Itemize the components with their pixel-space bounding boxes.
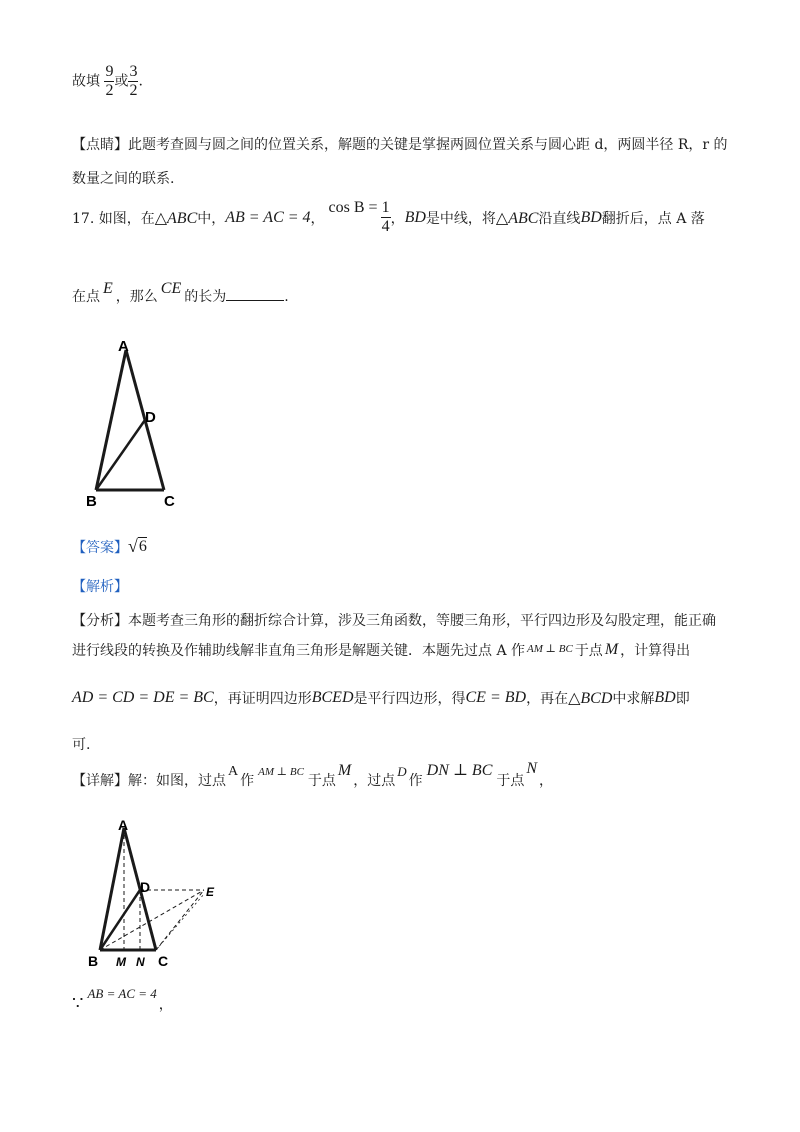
dianjing-line1: 【点睛】此题考查圆与圆之间的位置关系，解题的关键是掌握两圆位置关系与圆心距 d，两圆半径 R，r 的 — [72, 137, 728, 153]
label-a: A — [118, 338, 129, 355]
figure-fold-construction — [82, 814, 232, 974]
fraction-nine-halves: $\frac{9}{2}$ — [105, 63, 114, 99]
because-symbol: ∵ — [72, 993, 84, 1014]
segment-be — [100, 890, 204, 950]
problem-line2: 在点 E ，那么 CE 的长为 . — [72, 280, 289, 305]
prev-answer-line: 故填 $\frac{9}{2}$ 或 $\frac{3}{2}$ . — [72, 63, 143, 99]
label-d: D — [140, 879, 151, 895]
label-c: C — [158, 953, 169, 969]
dianjing-line2: 数量之间的联系. — [72, 171, 175, 187]
xiangjie-tag: 【详解】 — [72, 773, 128, 789]
sqrt-icon: √ — [128, 536, 138, 556]
because-line: ∵ AB = AC = 4 ， — [72, 986, 173, 1014]
fenxi-line1: 【分析】本题考查三角形的翻折综合计算，涉及三角函数，等腰三角形，平行四边形及勾股定理，能正确 — [72, 613, 716, 629]
fenxi-line4: 可. — [72, 737, 91, 753]
fraction-one-quarter: $\frac{1}{4}$ — [381, 199, 390, 235]
answer-value: 6 — [138, 538, 147, 555]
answer-tag: 【答案】 — [72, 539, 128, 556]
segment-cd-e — [156, 894, 204, 950]
label-b: B — [88, 953, 99, 969]
fraction-three-halves: $\frac{3}{2}$ — [129, 63, 138, 99]
xiangjie-line: 【详解】 解：如图，过点 A 作 AM ⊥ BC 于点 M ，过点 D 作 DN ⊥ BC 于点 N ， — [72, 760, 554, 789]
label-m: M — [116, 955, 126, 969]
fenxi-line2: 进行线段的转换及作辅助线解非直角三角形是解题关键．本题先过点 A 作 AM ⊥ BC 于点 M ，计算得出 — [72, 641, 691, 659]
label-d: D — [145, 409, 156, 426]
label-a: A — [118, 817, 129, 833]
jiexi-tag: 【解析】 — [72, 579, 128, 595]
problem-line1: 17. 如图，在 △ABC 中， AB = AC = 4 ， cos B = $\frac{1}{4}$ ， BD 是中线，将 △ABC 沿直线 BD 翻折后，点 A 落 — [72, 198, 705, 235]
answer-blank — [226, 286, 284, 301]
triangle-abc: △ABC — [154, 209, 198, 227]
label-e: E — [206, 885, 215, 899]
equation-ab-ac: AB = AC = 4 — [225, 208, 311, 226]
fenxi-tag: 【分析】 — [72, 613, 128, 629]
label-b: B — [86, 493, 97, 510]
label-c: C — [164, 493, 175, 510]
figure-triangle-abc — [82, 336, 192, 516]
answer-line — [72, 536, 147, 557]
cos-b-label: cos B = — [328, 198, 378, 216]
dianjing-tag: 【点睛】 — [72, 137, 128, 153]
fenxi-line3: AD = CD = DE = BC ，再证明四边形 BCED 是平行四边形，得 CE = BD ，再在 △BCD 中求解 BD 即 — [72, 689, 690, 707]
label-n: N — [136, 955, 145, 969]
prev-answer-prefix: 故填 — [72, 73, 100, 90]
